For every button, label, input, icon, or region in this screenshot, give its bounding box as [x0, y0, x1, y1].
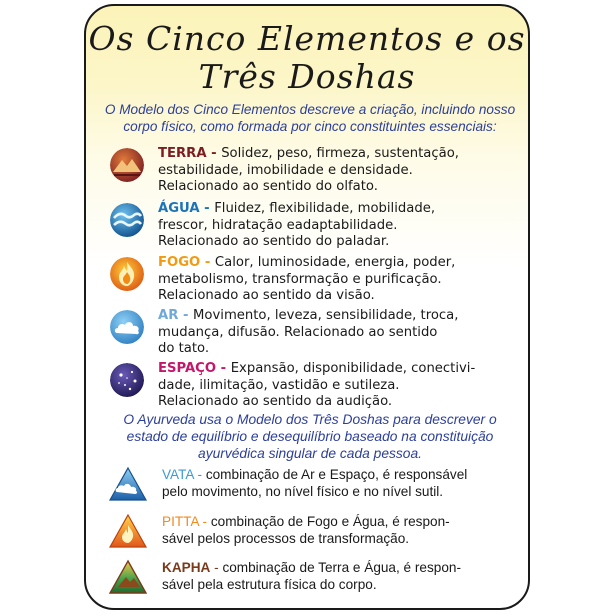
- element-terra-text: TERRA - Solidez, peso, firmeza, sustentação, estabilidade, imobilidade e densidade. Relacionado ao sentido do olfato.: [158, 146, 459, 194]
- element-name: AR: [158, 308, 179, 323]
- ayurveda-line-1: O Ayurveda usa o Modelo dos Três Doshas para descrever o: [123, 412, 497, 427]
- card: [84, 4, 530, 610]
- dosha-name: VATA: [162, 467, 194, 482]
- element-agua-text: ÁGUA - Fluidez, flexibilidade, mobilidade, frescor, hidratação eadaptabilidade. Relacionado ao sentido do paladar.: [158, 201, 436, 249]
- element-name: ESPAÇO: [158, 361, 217, 376]
- fire-flame-icon: [110, 257, 144, 291]
- dosha-kapha-text: KAPHA - combinação de Terra e Água, é respon- sável pela estrutura física do corpo.: [162, 560, 461, 592]
- element-name: FOGO: [158, 255, 201, 270]
- intro-text: [100, 102, 520, 135]
- dosha-vata-text: VATA - combinação de Ar e Espaço, é responsável pelo movimento, no nível físico e no nível sutil.: [162, 467, 468, 499]
- element-ar-text: AR - Movimento, leveza, sensibilidade, troca, mudança, difusão. Relacionado ao sentido do tato.: [158, 308, 459, 356]
- title-line-1: Os Cinco Elementos e os: [88, 19, 526, 58]
- air-cloud-icon: [110, 310, 144, 344]
- ayurveda-line-2: estado de equilíbrio e desequilíbrio baseado na constituição: [126, 429, 494, 444]
- space-stars-icon: [110, 363, 144, 397]
- intro-line-1: O Modelo dos Cinco Elementos descreve a criação, incluindo nosso: [104, 102, 516, 117]
- title-line-2: Três Doshas: [198, 57, 416, 96]
- earth-mountain-icon: [110, 148, 144, 182]
- element-espaco-text: ESPAÇO - Expansão, disponibilidade, conectivi- dade, ilimitação, vastidão e sutileza. Relacionado ao sentido da audição.: [158, 361, 476, 409]
- kapha-triangle-icon: [108, 559, 148, 595]
- dosha-name: KAPHA: [162, 560, 211, 575]
- vata-triangle-icon: [108, 466, 148, 502]
- ayurveda-text: [100, 411, 520, 462]
- element-name: TERRA: [158, 146, 207, 161]
- water-wave-icon: [110, 203, 144, 237]
- element-name: ÁGUA: [158, 201, 200, 216]
- dosha-name: PITTA: [162, 514, 199, 529]
- dosha-pitta-text: PITTA - combinação de Fogo e Água, é respon- sável pelos processos de transformação.: [162, 514, 450, 546]
- ayurveda-line-3: ayurvédica singular de cada pessoa.: [198, 446, 422, 461]
- intro-line-2: corpo físico, como formada por cinco constituintes essenciais:: [123, 118, 497, 134]
- pitta-triangle-icon: [108, 513, 148, 549]
- element-fogo-text: FOGO - Calor, luminosidade, energia, poder, metabolismo, transformação e purificação. Relacionado ao sentido da visão.: [158, 255, 456, 303]
